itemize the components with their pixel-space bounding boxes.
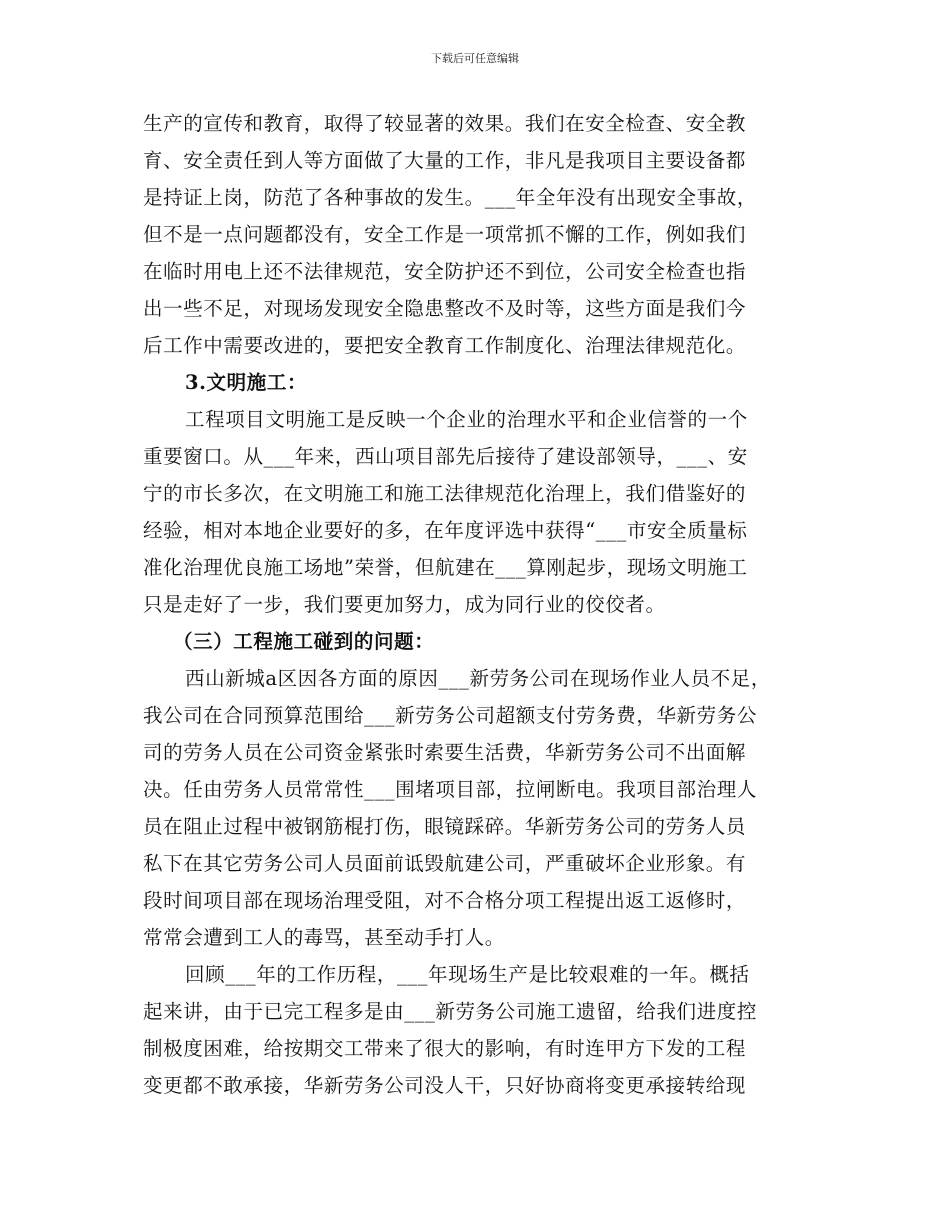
text-line: 司的劳务人员在公司资金紧张时索要生活费，华新劳务公司不出面解 <box>143 741 747 764</box>
section-heading: （三）工程施工碰到的问题： <box>173 630 435 653</box>
text-line: 生产的宣传和教育，取得了较显著的效果。我们在安全检查、安全教 <box>143 112 747 135</box>
text-line: 只是走好了一步，我们要更加努力，成为同行业的佼佼者。 <box>143 593 666 616</box>
text-line: 经验，相对本地企业要好的多，在年度评选中获得“___市安全质量标 <box>143 519 748 542</box>
text-line: 决。任由劳务人员常常性___围堵项目部，拉闸断电。我项目部治理人 <box>143 778 757 801</box>
paragraph-first-line: 工程项目文明施工是反映一个企业的治理水平和企业信誉的一个 <box>185 408 748 431</box>
page-header: 下载后可任意编辑 <box>431 52 519 65</box>
text-line: 出一些不足，对现场发现安全隐患整改不及时等，这些方面是我们今 <box>143 297 747 320</box>
text-line: 私下在其它劳务公司人员面前诋毁航建公司，严重破坏企业形象。有 <box>143 852 747 875</box>
text-line: 育、安全责任到人等方面做了大量的工作，非凡是我项目主要设备都 <box>143 149 747 172</box>
text-line: 常常会遭到工人的毒骂，甚至动手打人。 <box>143 926 505 949</box>
text-line: 宁的市长多次，在文明施工和施工法律规范化治理上，我们借鉴好的 <box>143 482 747 505</box>
paragraph-first-line: 回顾___年的工作历程，___年现场生产是比较艰难的一年。概括 <box>185 963 750 986</box>
text-line: 制极度困难，给按期交工带来了很大的影响，有时连甲方下发的工程 <box>143 1037 747 1060</box>
text-line: 是持证上岗，防范了各种事故的发生。___年全年没有出现安全事故， <box>143 186 757 209</box>
text-line: 重要窗口。从___年来，西山项目部先后接待了建设部领导，___、安 <box>143 445 748 468</box>
text-line: 员在阻止过程中被钢筋棍打伤，眼镜踩碎。华新劳务公司的劳务人员 <box>143 815 747 838</box>
text-line: 后工作中需要改进的，要把安全教育工作制度化、治理法律规范化。 <box>143 334 747 357</box>
paragraph-first-line: 西山新城a区因各方面的原因___新劳务公司在现场作业人员不足， <box>185 667 771 690</box>
section-heading: 3.文明施工： <box>185 371 308 394</box>
text-line: 变更都不敢承接，华新劳务公司没人干，只好协商将变更承接转给现 <box>143 1074 747 1097</box>
text-line: 准化治理优良施工场地”荣誉，但航建在___算刚起步，现场文明施工 <box>143 556 748 579</box>
text-line: 起来讲，由于已完工程多是由___新劳务公司施工遗留，给我们进度控 <box>143 1000 757 1023</box>
document-body <box>143 105 813 1104</box>
text-line: 我公司在合同预算范围给___新劳务公司超额支付劳务费，华新劳务公 <box>143 704 757 727</box>
text-line: 但不是一点问题都没有，安全工作是一项常抓不懈的工作，例如我们 <box>143 223 747 246</box>
text-line: 在临时用电上还不法律规范，安全防护还不到位，公司安全检查也指 <box>143 260 747 283</box>
text-line: 段时间项目部在现场治理受阻，对不合格分项工程提出返工返修时， <box>143 889 747 912</box>
